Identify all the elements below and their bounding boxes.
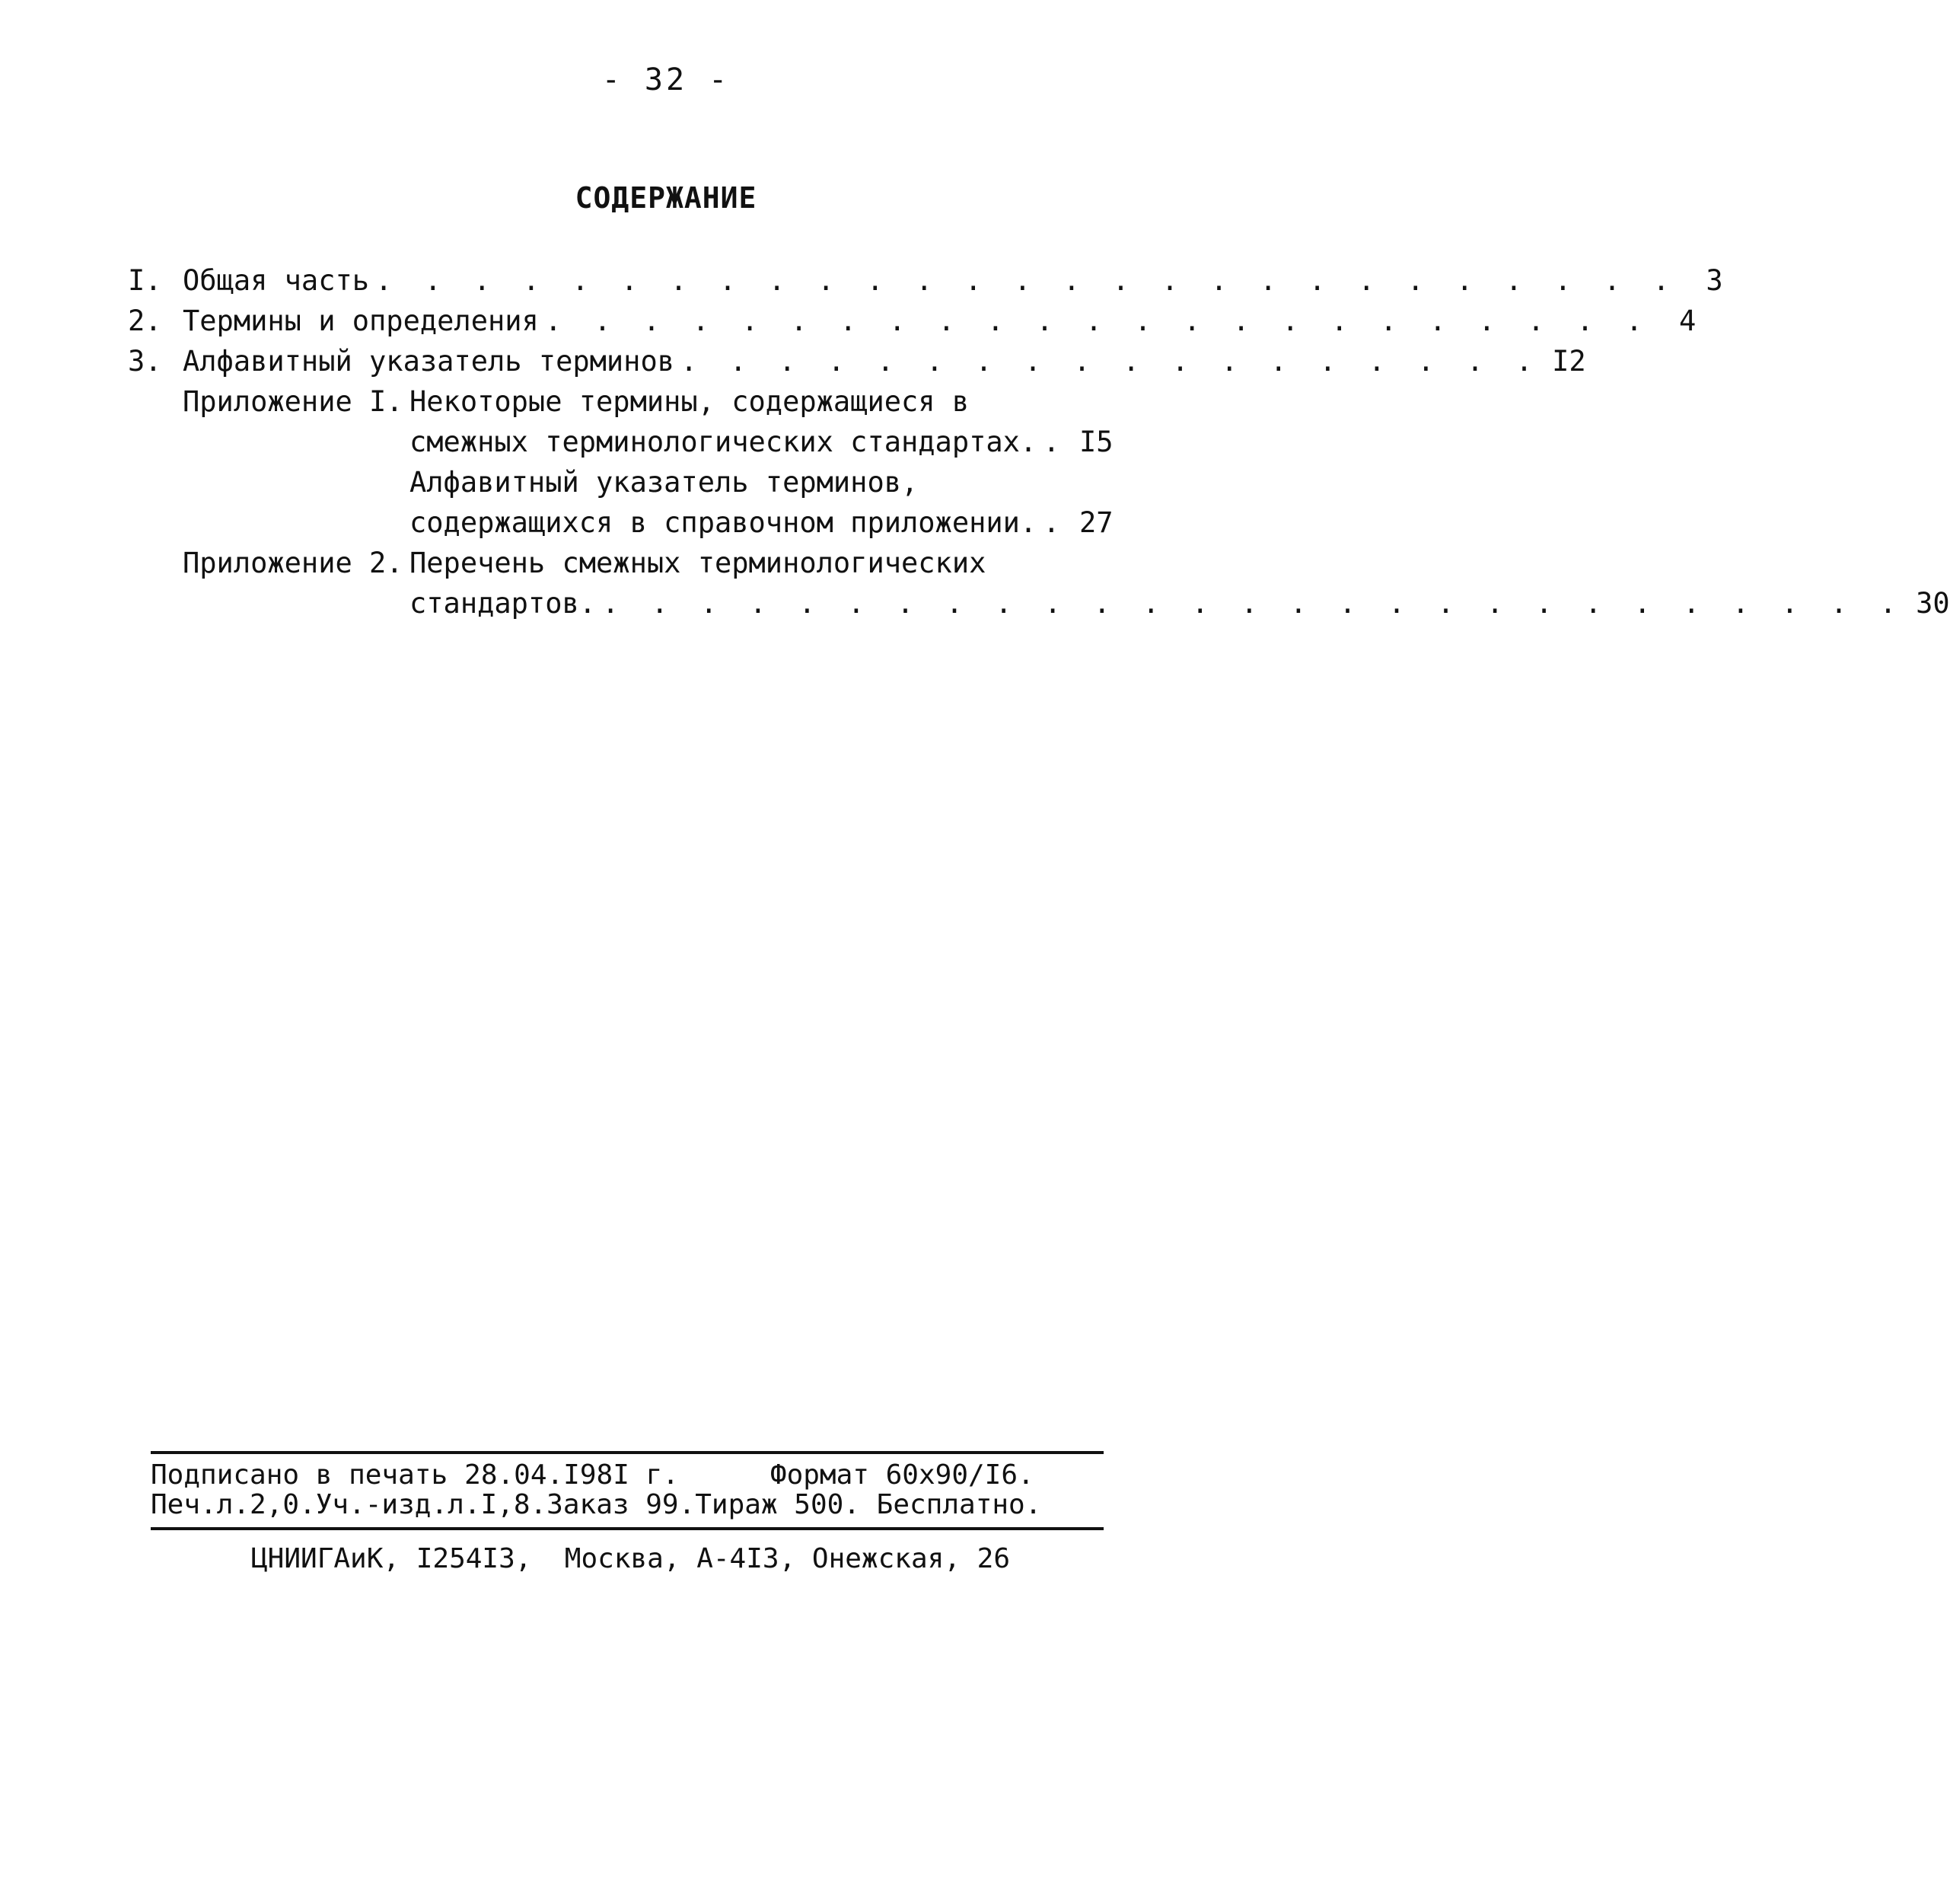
appendix1-subtitle-line1: Алфавитный указатель терминов, bbox=[409, 466, 919, 499]
publisher-address: ЦНИИГАиК, I254I3, Москва, А-4I3, Онежская, 26 bbox=[251, 1543, 1010, 1574]
toc-entry-leader: . . . . . . . . . . . . . . . . . . . . . . . bbox=[544, 305, 1651, 337]
toc-entry-number: 3. bbox=[128, 345, 162, 378]
toc-appendix2-line2 bbox=[128, 583, 1950, 624]
toc-entry-leader: . bbox=[1043, 506, 1068, 539]
imprint-line2: Печ.л.2,0.Уч.-изд.л.I,8.Заказ 99.Тираж 500. Бесплатно. bbox=[151, 1489, 1042, 1520]
toc-entry-leader: . bbox=[1043, 426, 1068, 458]
imprint-signed-label: Подписано в печать bbox=[151, 1459, 448, 1491]
toc-appendix2-line1 bbox=[128, 543, 1091, 583]
toc-appendix1-line1 bbox=[128, 381, 1091, 422]
table-of-contents bbox=[128, 260, 1950, 624]
imprint-line1 bbox=[151, 1460, 1104, 1491]
appendix2-title-line2: стандартов. bbox=[409, 587, 597, 620]
toc-entry-page: I2 bbox=[1552, 345, 1586, 378]
toc-entry-page: 27 bbox=[1079, 506, 1114, 539]
toc-entry-page: 4 bbox=[1678, 305, 1697, 337]
appendix2-title-line1: Перечень смежных терминологических bbox=[409, 547, 986, 579]
appendix2-label: Приложение 2. bbox=[183, 547, 403, 579]
imprint-top-rule bbox=[151, 1451, 1104, 1454]
toc-entry-terms bbox=[128, 301, 1697, 341]
toc-appendix1-line3 bbox=[128, 462, 1091, 502]
appendix1-label: Приложение I. bbox=[183, 385, 403, 418]
toc-entry-leader: . . . . . . . . . . . . . . . . . . . . . . . . . . . bbox=[602, 587, 1904, 620]
toc-entry-title: Алфавитный указатель терминов bbox=[183, 345, 675, 378]
imprint-signed-date: 28.04.I98I г. bbox=[464, 1459, 679, 1491]
toc-entry-index bbox=[128, 341, 1586, 381]
appendix1-title-line2: смежных терминологических стандартах. bbox=[409, 426, 1037, 458]
toc-entry-leader: . . . . . . . . . . . . . . . . . . bbox=[680, 345, 1541, 378]
toc-entry-number: 2. bbox=[128, 305, 162, 337]
toc-heading: СОДЕРЖАНИЕ bbox=[575, 181, 757, 215]
appendix1-subtitle-line2: содержащихся в справочном приложении. bbox=[409, 506, 1037, 539]
page-number: - 32 - bbox=[601, 62, 731, 97]
appendix1-title-line1: Некоторые термины, содержащиеся в bbox=[409, 385, 970, 418]
imprint-format: Формат 60x90/I6. bbox=[769, 1459, 1034, 1491]
imprint-bottom-rule bbox=[151, 1527, 1104, 1530]
toc-entry-page: 3 bbox=[1706, 264, 1723, 297]
toc-appendix1-line2 bbox=[128, 422, 1114, 462]
toc-entry-page: 30 bbox=[1916, 587, 1950, 620]
toc-entry-number: I. bbox=[128, 264, 162, 297]
toc-entry-page: I5 bbox=[1079, 426, 1114, 458]
toc-entry-leader: . . . . . . . . . . . . . . . . . . . . . . . . . . . bbox=[375, 264, 1678, 297]
toc-entry-title: Общая часть bbox=[183, 264, 370, 297]
toc-appendix1-line4 bbox=[128, 502, 1114, 543]
toc-entry-title: Термины и определения bbox=[183, 305, 539, 337]
toc-entry-general bbox=[128, 260, 1723, 301]
